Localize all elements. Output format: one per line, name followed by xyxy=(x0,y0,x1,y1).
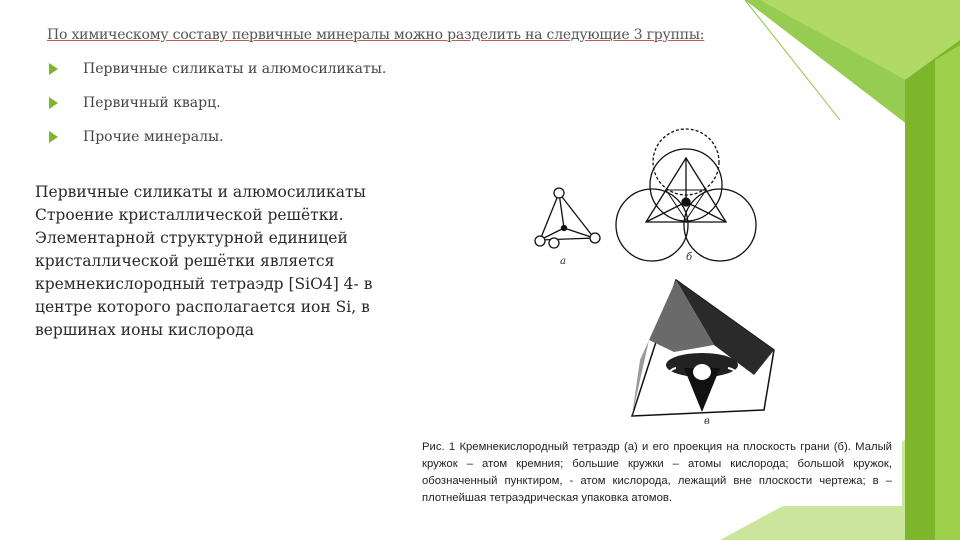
bullet-item xyxy=(45,58,386,92)
bullet-label: Первичные силикаты и алюмосиликаты. xyxy=(83,61,387,77)
projection-b xyxy=(616,129,756,261)
bullet-arrow-icon xyxy=(49,97,58,109)
bullet-label: Первичный кварц. xyxy=(83,95,221,111)
figure-caption: Рис. 1 Кремнекислородный тетраэдр (а) и его проекция на плоскость грани (б). Малый кружок – атом кремния; большие кружки – атомы кислорода; большой кружок, обозначенный пунктиром, - атом кислорода, лежащий вне плоскости чертежа; в – плотнейшая тетраэдрическая упаковка атомов. xyxy=(422,441,892,504)
green-bar-right-light xyxy=(935,45,960,540)
figure-label-b: б xyxy=(686,252,693,263)
bullet-label: Прочие минералы. xyxy=(83,129,224,145)
bullet-item xyxy=(45,126,386,160)
slide-header: По химическому составу первичные минералы можно разделить на следующие 3 группы: xyxy=(47,27,705,43)
figure-label-a: а xyxy=(560,256,566,267)
bullet-item xyxy=(45,92,386,126)
figure-label-c: в xyxy=(704,416,710,427)
bullet-arrow-icon xyxy=(49,131,58,143)
body-paragraph: Первичные силикаты и алюмосиликаты Строение кристаллической решётки. Элементарной структурной единицей кристаллической решётки является кремнекислородный тетраэдр [SiO4] 4- в центре которого располагается ион Si, в вершинах ионы кислорода xyxy=(35,183,373,339)
packing-c xyxy=(632,280,774,416)
tetrahedron-a xyxy=(535,188,600,248)
bullet-arrow-icon xyxy=(49,63,58,75)
bullet-list xyxy=(45,58,386,160)
